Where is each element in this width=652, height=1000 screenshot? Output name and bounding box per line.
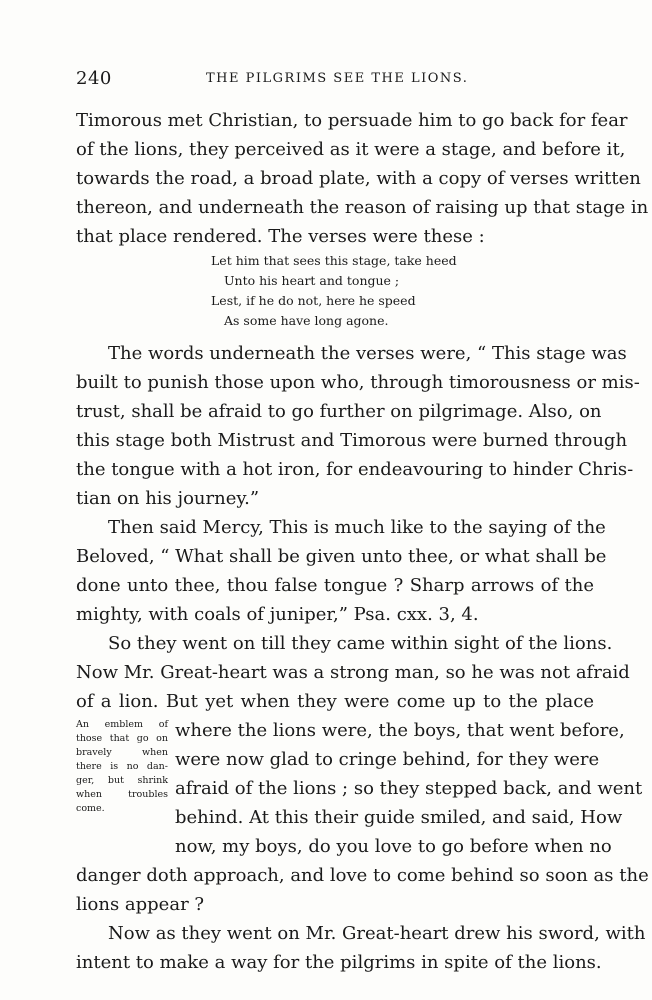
text-line: built to punish those upon who, through timorousness or mis- xyxy=(76,372,640,393)
text-line: done unto thee, thou false tongue ? Sharp arrows of the xyxy=(76,575,594,596)
side-note xyxy=(76,718,168,816)
text-line: afraid of the lions ; so they stepped back, and went xyxy=(175,778,643,799)
text-line: towards the road, a broad plate, with a copy of verses written xyxy=(76,168,641,189)
text-line: Timorous met Christian, to persuade him to go back for fear xyxy=(76,110,628,131)
side-note-line: An emblem of xyxy=(76,719,168,730)
text-line: mighty, with coals of juniper,” Psa. cxx. 3, 4. xyxy=(76,604,479,625)
text-line: this stage both Mistrust and Timorous were burned through xyxy=(76,430,628,451)
verse-line: Lest, if he do not, here he speed xyxy=(211,293,416,308)
text-line: Beloved, “ What shall be given unto thee, or what shall be xyxy=(76,546,607,567)
verse-line: As some have long agone. xyxy=(224,313,389,328)
side-note-line: there is no dan- xyxy=(76,761,168,772)
side-note-line: those that go on xyxy=(76,733,168,744)
text-line: The words underneath the verses were, “ This stage was xyxy=(108,343,627,364)
verse-line: Let him that sees this stage, take heed xyxy=(211,253,457,268)
page-number: 240 xyxy=(76,68,112,89)
text-line: Now Mr. Great-heart was a strong man, so he was not afraid xyxy=(76,662,630,683)
text-line: Now as they went on Mr. Great-heart drew his sword, with xyxy=(108,923,646,944)
text-line: the tongue with a hot iron, for endeavouring to hinder Chris- xyxy=(76,459,634,480)
text-line: now, my boys, do you love to go before when no xyxy=(175,836,612,857)
text-line: were now glad to cringe behind, for they were xyxy=(175,749,600,770)
side-note-line: come. xyxy=(76,803,105,814)
side-note-line: when troubles xyxy=(76,789,168,800)
text-line: thereon, and underneath the reason of raising up that stage in xyxy=(76,197,649,218)
text-line: where the lions were, the boys, that went before, xyxy=(175,720,625,741)
running-head xyxy=(76,68,596,92)
side-note-line: ger, but shrink xyxy=(76,775,168,786)
text-line: So they went on till they came within sight of the lions. xyxy=(108,633,613,654)
text-line: of a lion. But yet when they were come up to the place xyxy=(76,691,594,712)
text-line: Then said Mercy, This is much like to the saying of the xyxy=(108,517,606,538)
text-line: intent to make a way for the pilgrims in spite of the lions. xyxy=(76,952,602,973)
verse-line: Unto his heart and tongue ; xyxy=(224,273,400,288)
text-line: tian on his journey.” xyxy=(76,488,260,509)
side-note-line: bravely when xyxy=(76,747,168,758)
text-line: lions appear ? xyxy=(76,894,205,915)
text-line: behind. At this their guide smiled, and said, How xyxy=(175,807,623,828)
text-line: that place rendered. The verses were these : xyxy=(76,226,485,247)
text-line: trust, shall be afraid to go further on pilgrimage. Also, on xyxy=(76,401,602,422)
running-title: THE PILGRIMS SEE THE LIONS. xyxy=(206,71,469,86)
text-line: of the lions, they perceived as it were a stage, and before it, xyxy=(76,139,626,160)
text-line: danger doth approach, and love to come behind so soon as the xyxy=(76,865,649,886)
